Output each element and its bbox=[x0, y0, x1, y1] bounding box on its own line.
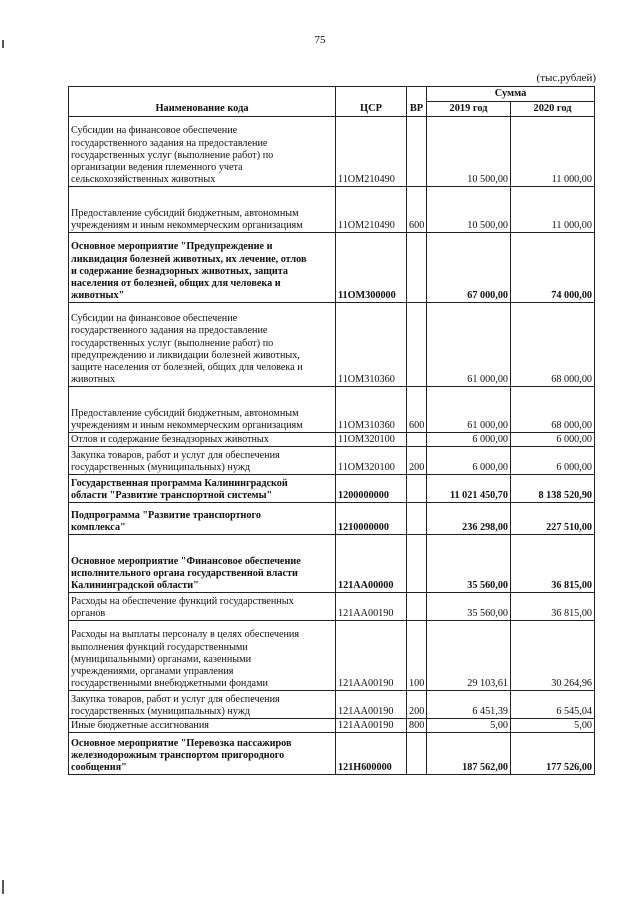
row-name-text: Расходы на обеспечение функций государственных органов bbox=[71, 596, 294, 620]
table-row bbox=[69, 303, 595, 387]
row-sum-2019-text: 61 000,00 bbox=[467, 374, 508, 386]
row-name-text: Закупка товаров, работ и услуг для обеспечения государственных (муниципальных) нужд bbox=[71, 694, 280, 718]
row-sum-2019 bbox=[427, 691, 511, 719]
row-sum-2019-text: 61 000,00 bbox=[467, 420, 508, 432]
header-2020: 2020 год bbox=[511, 102, 595, 117]
row-vr bbox=[407, 621, 427, 691]
row-csr-text: 1200000000 bbox=[338, 490, 389, 502]
row-vr-text: 100 bbox=[409, 678, 425, 690]
table-row bbox=[69, 719, 595, 733]
table-row bbox=[69, 733, 595, 775]
scan-edge-mark bbox=[2, 880, 4, 894]
row-name bbox=[69, 233, 336, 303]
row-sum-2019-text: 5,00 bbox=[490, 720, 508, 732]
row-name bbox=[69, 733, 336, 775]
row-name-text: Иные бюджетные ассигнования bbox=[71, 720, 209, 732]
row-vr bbox=[407, 233, 427, 303]
row-sum-2020 bbox=[511, 387, 595, 433]
row-name bbox=[69, 303, 336, 387]
row-csr bbox=[336, 433, 407, 447]
row-csr-text: 11OM210490 bbox=[338, 220, 395, 232]
row-sum-2020-text: 8 138 520,90 bbox=[538, 490, 592, 502]
row-name-text: Отлов и содержание безнадзорных животных bbox=[71, 434, 269, 446]
row-sum-2019 bbox=[427, 733, 511, 775]
row-sum-2019 bbox=[427, 593, 511, 621]
row-sum-2020-text: 6 545,04 bbox=[556, 706, 592, 718]
row-sum-2019 bbox=[427, 387, 511, 433]
header-sum: Сумма bbox=[427, 87, 595, 102]
row-sum-2019 bbox=[427, 535, 511, 593]
row-name bbox=[69, 387, 336, 433]
row-name-text: Закупка товаров, работ и услуг для обеспечения государственных (муниципальных) нужд bbox=[71, 450, 280, 474]
header-vr: ВР bbox=[407, 87, 427, 117]
row-sum-2019-text: 35 560,00 bbox=[467, 608, 508, 620]
row-name-text: Предоставление субсидий бюджетным, автономным учреждениям и иным некоммерческим организациям bbox=[71, 408, 303, 432]
row-name bbox=[69, 593, 336, 621]
row-vr-text: 200 bbox=[409, 706, 425, 718]
table-row bbox=[69, 447, 595, 475]
row-sum-2020-text: 68 000,00 bbox=[551, 374, 592, 386]
row-name bbox=[69, 691, 336, 719]
row-vr-text: 200 bbox=[409, 462, 425, 474]
row-sum-2020-text: 74 000,00 bbox=[551, 290, 592, 302]
header-2019: 2019 год bbox=[427, 102, 511, 117]
row-csr bbox=[336, 719, 407, 733]
row-sum-2019-text: 187 562,00 bbox=[462, 762, 508, 774]
row-sum-2020-text: 227 510,00 bbox=[546, 522, 592, 534]
table-body bbox=[69, 117, 595, 775]
row-sum-2020 bbox=[511, 447, 595, 475]
row-sum-2020-text: 30 264,96 bbox=[551, 678, 592, 690]
row-sum-2019-text: 10 500,00 bbox=[467, 174, 508, 186]
row-sum-2020-text: 6 000,00 bbox=[556, 434, 592, 446]
row-vr bbox=[407, 475, 427, 503]
row-sum-2020 bbox=[511, 621, 595, 691]
row-sum-2020 bbox=[511, 535, 595, 593]
row-name bbox=[69, 117, 336, 187]
row-csr-text: 121Н600000 bbox=[338, 762, 392, 774]
row-sum-2019 bbox=[427, 447, 511, 475]
row-vr bbox=[407, 691, 427, 719]
budget-table bbox=[68, 86, 595, 775]
table-row bbox=[69, 535, 595, 593]
row-csr bbox=[336, 733, 407, 775]
row-name-text: Основное мероприятие "Предупреждение и ликвидация болезней животных, их лечение, отлов и содержание безнадзорных животных, защита населения от болезней, общих для человека и животных" bbox=[71, 241, 307, 302]
row-sum-2019 bbox=[427, 719, 511, 733]
row-csr-text: 11OM310360 bbox=[338, 420, 395, 432]
row-sum-2019-text: 6 451,39 bbox=[472, 706, 508, 718]
row-csr bbox=[336, 535, 407, 593]
row-csr bbox=[336, 691, 407, 719]
table-row bbox=[69, 593, 595, 621]
row-vr bbox=[407, 117, 427, 187]
row-csr-text: 121АА00190 bbox=[338, 608, 394, 620]
row-vr bbox=[407, 593, 427, 621]
row-vr-text: 600 bbox=[409, 420, 425, 432]
row-sum-2020 bbox=[511, 691, 595, 719]
row-name bbox=[69, 535, 336, 593]
row-sum-2020-text: 11 000,00 bbox=[551, 174, 592, 186]
header-row bbox=[69, 87, 595, 102]
row-csr bbox=[336, 387, 407, 433]
row-sum-2019-text: 10 500,00 bbox=[467, 220, 508, 232]
row-name bbox=[69, 719, 336, 733]
table-row bbox=[69, 621, 595, 691]
row-name bbox=[69, 447, 336, 475]
row-vr bbox=[407, 447, 427, 475]
row-name-text: Основное мероприятие "Финансовое обеспечение исполнительного органа государственной власти Калининградской области" bbox=[71, 555, 301, 592]
row-name bbox=[69, 475, 336, 503]
row-sum-2019-text: 29 103,61 bbox=[467, 678, 508, 690]
table-row bbox=[69, 187, 595, 233]
header-name: Наименование кода bbox=[69, 87, 336, 117]
row-vr bbox=[407, 535, 427, 593]
row-sum-2019 bbox=[427, 503, 511, 535]
row-name-text: Государственная программа Калининградской области "Развитие транспортной системы" bbox=[71, 478, 288, 502]
row-csr bbox=[336, 475, 407, 503]
row-vr bbox=[407, 433, 427, 447]
row-csr-text: 121АА00190 bbox=[338, 706, 394, 718]
row-vr bbox=[407, 733, 427, 775]
row-name-text: Основное мероприятие "Перевозка пассажиров железнодорожным транспортом пригородного сообщения" bbox=[71, 737, 292, 774]
row-name-text: Расходы на выплаты персоналу в целях обеспечения выполнения функций государственными (муниципальными) органами, казенными учреждениями, органами управления государственными внебюджетными фондами bbox=[71, 629, 300, 690]
row-csr bbox=[336, 621, 407, 691]
row-sum-2020 bbox=[511, 503, 595, 535]
row-vr bbox=[407, 387, 427, 433]
row-name-text: Субсидии на финансовое обеспечение государственного задания на предоставление государственных услуг (выполнение работ) по предупреждению и ликвидации болезней животных, защите населения от болезней, общих для человека и животных bbox=[71, 313, 303, 386]
row-sum-2019-text: 67 000,00 bbox=[467, 290, 508, 302]
row-csr bbox=[336, 593, 407, 621]
table-row bbox=[69, 691, 595, 719]
row-sum-2019-text: 236 298,00 bbox=[462, 522, 508, 534]
row-sum-2019-text: 6 000,00 bbox=[472, 462, 508, 474]
row-name bbox=[69, 433, 336, 447]
row-sum-2019-text: 6 000,00 bbox=[472, 434, 508, 446]
row-vr bbox=[407, 719, 427, 733]
row-name-text: Предоставление субсидий бюджетным, автономным учреждениям и иным некоммерческим организациям bbox=[71, 208, 303, 232]
row-csr-text: 121АА00190 bbox=[338, 678, 394, 690]
row-sum-2020-text: 6 000,00 bbox=[556, 462, 592, 474]
table-row bbox=[69, 117, 595, 187]
row-sum-2020 bbox=[511, 233, 595, 303]
table-row bbox=[69, 387, 595, 433]
row-csr-text: 11OM210490 bbox=[338, 174, 395, 186]
row-sum-2019 bbox=[427, 187, 511, 233]
row-csr bbox=[336, 233, 407, 303]
row-csr-text: 11OM320100 bbox=[338, 434, 395, 446]
row-sum-2019 bbox=[427, 303, 511, 387]
row-vr-text: 800 bbox=[409, 720, 425, 732]
row-csr-text: 1210000000 bbox=[338, 522, 389, 534]
row-csr bbox=[336, 447, 407, 475]
row-sum-2020 bbox=[511, 117, 595, 187]
row-sum-2019 bbox=[427, 475, 511, 503]
row-sum-2019-text: 11 021 450,70 bbox=[449, 490, 508, 502]
row-csr bbox=[336, 303, 407, 387]
table-row bbox=[69, 503, 595, 535]
table-row bbox=[69, 475, 595, 503]
row-vr bbox=[407, 187, 427, 233]
row-csr-text: 11OM320100 bbox=[338, 462, 395, 474]
row-csr-text: 121АА00190 bbox=[338, 720, 394, 732]
row-csr-text: 11OM300000 bbox=[338, 290, 396, 302]
row-sum-2019 bbox=[427, 621, 511, 691]
table-row bbox=[69, 433, 595, 447]
row-sum-2020-text: 36 815,00 bbox=[551, 608, 592, 620]
row-sum-2020 bbox=[511, 187, 595, 233]
row-vr bbox=[407, 303, 427, 387]
row-name bbox=[69, 621, 336, 691]
row-sum-2020-text: 68 000,00 bbox=[551, 420, 592, 432]
row-vr-text: 600 bbox=[409, 220, 425, 232]
row-sum-2019-text: 35 560,00 bbox=[467, 580, 508, 592]
row-csr bbox=[336, 187, 407, 233]
row-name bbox=[69, 503, 336, 535]
row-sum-2020 bbox=[511, 303, 595, 387]
row-name-text: Субсидии на финансовое обеспечение государственного задания на предоставление государственных услуг (выполнение работ) по организации ведения племенного учета сельскохозяйственных животных bbox=[71, 125, 274, 186]
row-sum-2019 bbox=[427, 233, 511, 303]
row-sum-2019 bbox=[427, 433, 511, 447]
row-vr bbox=[407, 503, 427, 535]
row-sum-2019 bbox=[427, 117, 511, 187]
row-csr-text: 11OM310360 bbox=[338, 374, 395, 386]
row-name bbox=[69, 187, 336, 233]
row-sum-2020 bbox=[511, 719, 595, 733]
row-sum-2020 bbox=[511, 433, 595, 447]
row-sum-2020-text: 5,00 bbox=[574, 720, 592, 732]
row-name-text: Подпрограмма "Развитие транспортного комплекса" bbox=[71, 510, 261, 534]
row-sum-2020 bbox=[511, 593, 595, 621]
row-csr-text: 121АА00000 bbox=[338, 580, 394, 592]
row-sum-2020-text: 11 000,00 bbox=[551, 220, 592, 232]
row-csr bbox=[336, 117, 407, 187]
row-sum-2020 bbox=[511, 733, 595, 775]
row-csr bbox=[336, 503, 407, 535]
units-label: (тыс.рублей) bbox=[536, 72, 596, 84]
row-sum-2020 bbox=[511, 475, 595, 503]
table-row bbox=[69, 233, 595, 303]
page-number: 75 bbox=[314, 34, 326, 46]
row-sum-2020-text: 36 815,00 bbox=[551, 580, 592, 592]
header-csr: ЦСР bbox=[336, 87, 407, 117]
row-sum-2020-text: 177 526,00 bbox=[546, 762, 592, 774]
